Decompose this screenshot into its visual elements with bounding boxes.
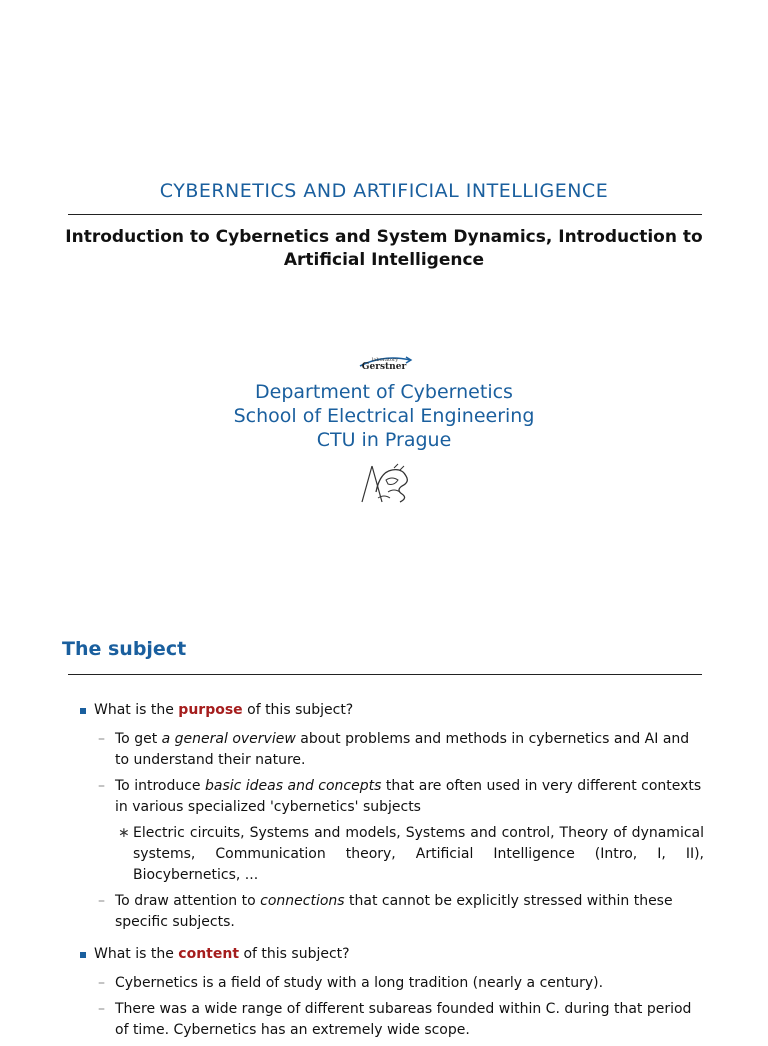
list-item: What is the purpose of this subject? bbox=[0, 700, 768, 721]
school-name: School of Electrical Engineering bbox=[233, 405, 535, 427]
ctu-lion-logo-icon bbox=[358, 462, 414, 504]
section-title: The subject bbox=[62, 638, 187, 660]
subtitle-line-2: Artificial Intelligence bbox=[283, 250, 485, 270]
list-item: ∗ Electric circuits, Systems and models, Systems and control, Theory of dynamical systems, Communication theory, Artificial Intelligence (Intro, I, II), Biocybernetics, ... bbox=[118, 825, 704, 883]
square-bullet-icon bbox=[80, 708, 86, 714]
list-item: – To get a general overview about problems and methods in cybernetics and AI and to understand their nature. bbox=[98, 731, 690, 768]
dash-bullet-icon: – bbox=[98, 1001, 105, 1017]
keyword-content: content bbox=[178, 946, 240, 962]
slide-subtitle bbox=[60, 226, 708, 272]
gerstner-logo bbox=[356, 352, 414, 376]
list-item: – There was a wide range of different subareas founded within C. during that period of time. Cybernetics has an extremely wide scope. bbox=[98, 1001, 692, 1038]
square-bullet-icon bbox=[80, 952, 86, 958]
list-item: What is the content of this subject? bbox=[0, 944, 768, 965]
asterisk-bullet-icon: ∗ bbox=[118, 825, 130, 841]
slide-body bbox=[0, 700, 768, 1046]
subtitle-line-1: Introduction to Cybernetics and System Dynamics, Introduction to bbox=[65, 227, 703, 247]
title-divider bbox=[68, 214, 702, 215]
department-block bbox=[0, 380, 768, 452]
gerstner-logo-top-text: laboratory bbox=[371, 357, 399, 363]
slide-title: CYBERNETICS AND ARTIFICIAL INTELLIGENCE bbox=[159, 180, 609, 202]
department-name: Department of Cybernetics bbox=[255, 381, 513, 403]
dash-bullet-icon: – bbox=[98, 893, 105, 909]
dash-bullet-icon: – bbox=[98, 731, 105, 747]
section-divider bbox=[68, 674, 702, 675]
list-item: – Cybernetics is a field of study with a long tradition (nearly a century). bbox=[0, 973, 768, 994]
dash-bullet-icon: – bbox=[98, 778, 105, 794]
keyword-purpose: purpose bbox=[178, 702, 243, 718]
list-item: – To introduce basic ideas and concepts that are often used in very different contexts in various specialized 'cybernetics' subjects bbox=[98, 778, 702, 815]
list-item: – To draw attention to connections that cannot be explicitly stressed within these specific subjects. bbox=[98, 893, 673, 930]
gerstner-logo-text: Gerstner bbox=[361, 362, 407, 372]
dash-bullet-icon: – bbox=[98, 975, 105, 991]
university-name: CTU in Prague bbox=[316, 429, 452, 451]
